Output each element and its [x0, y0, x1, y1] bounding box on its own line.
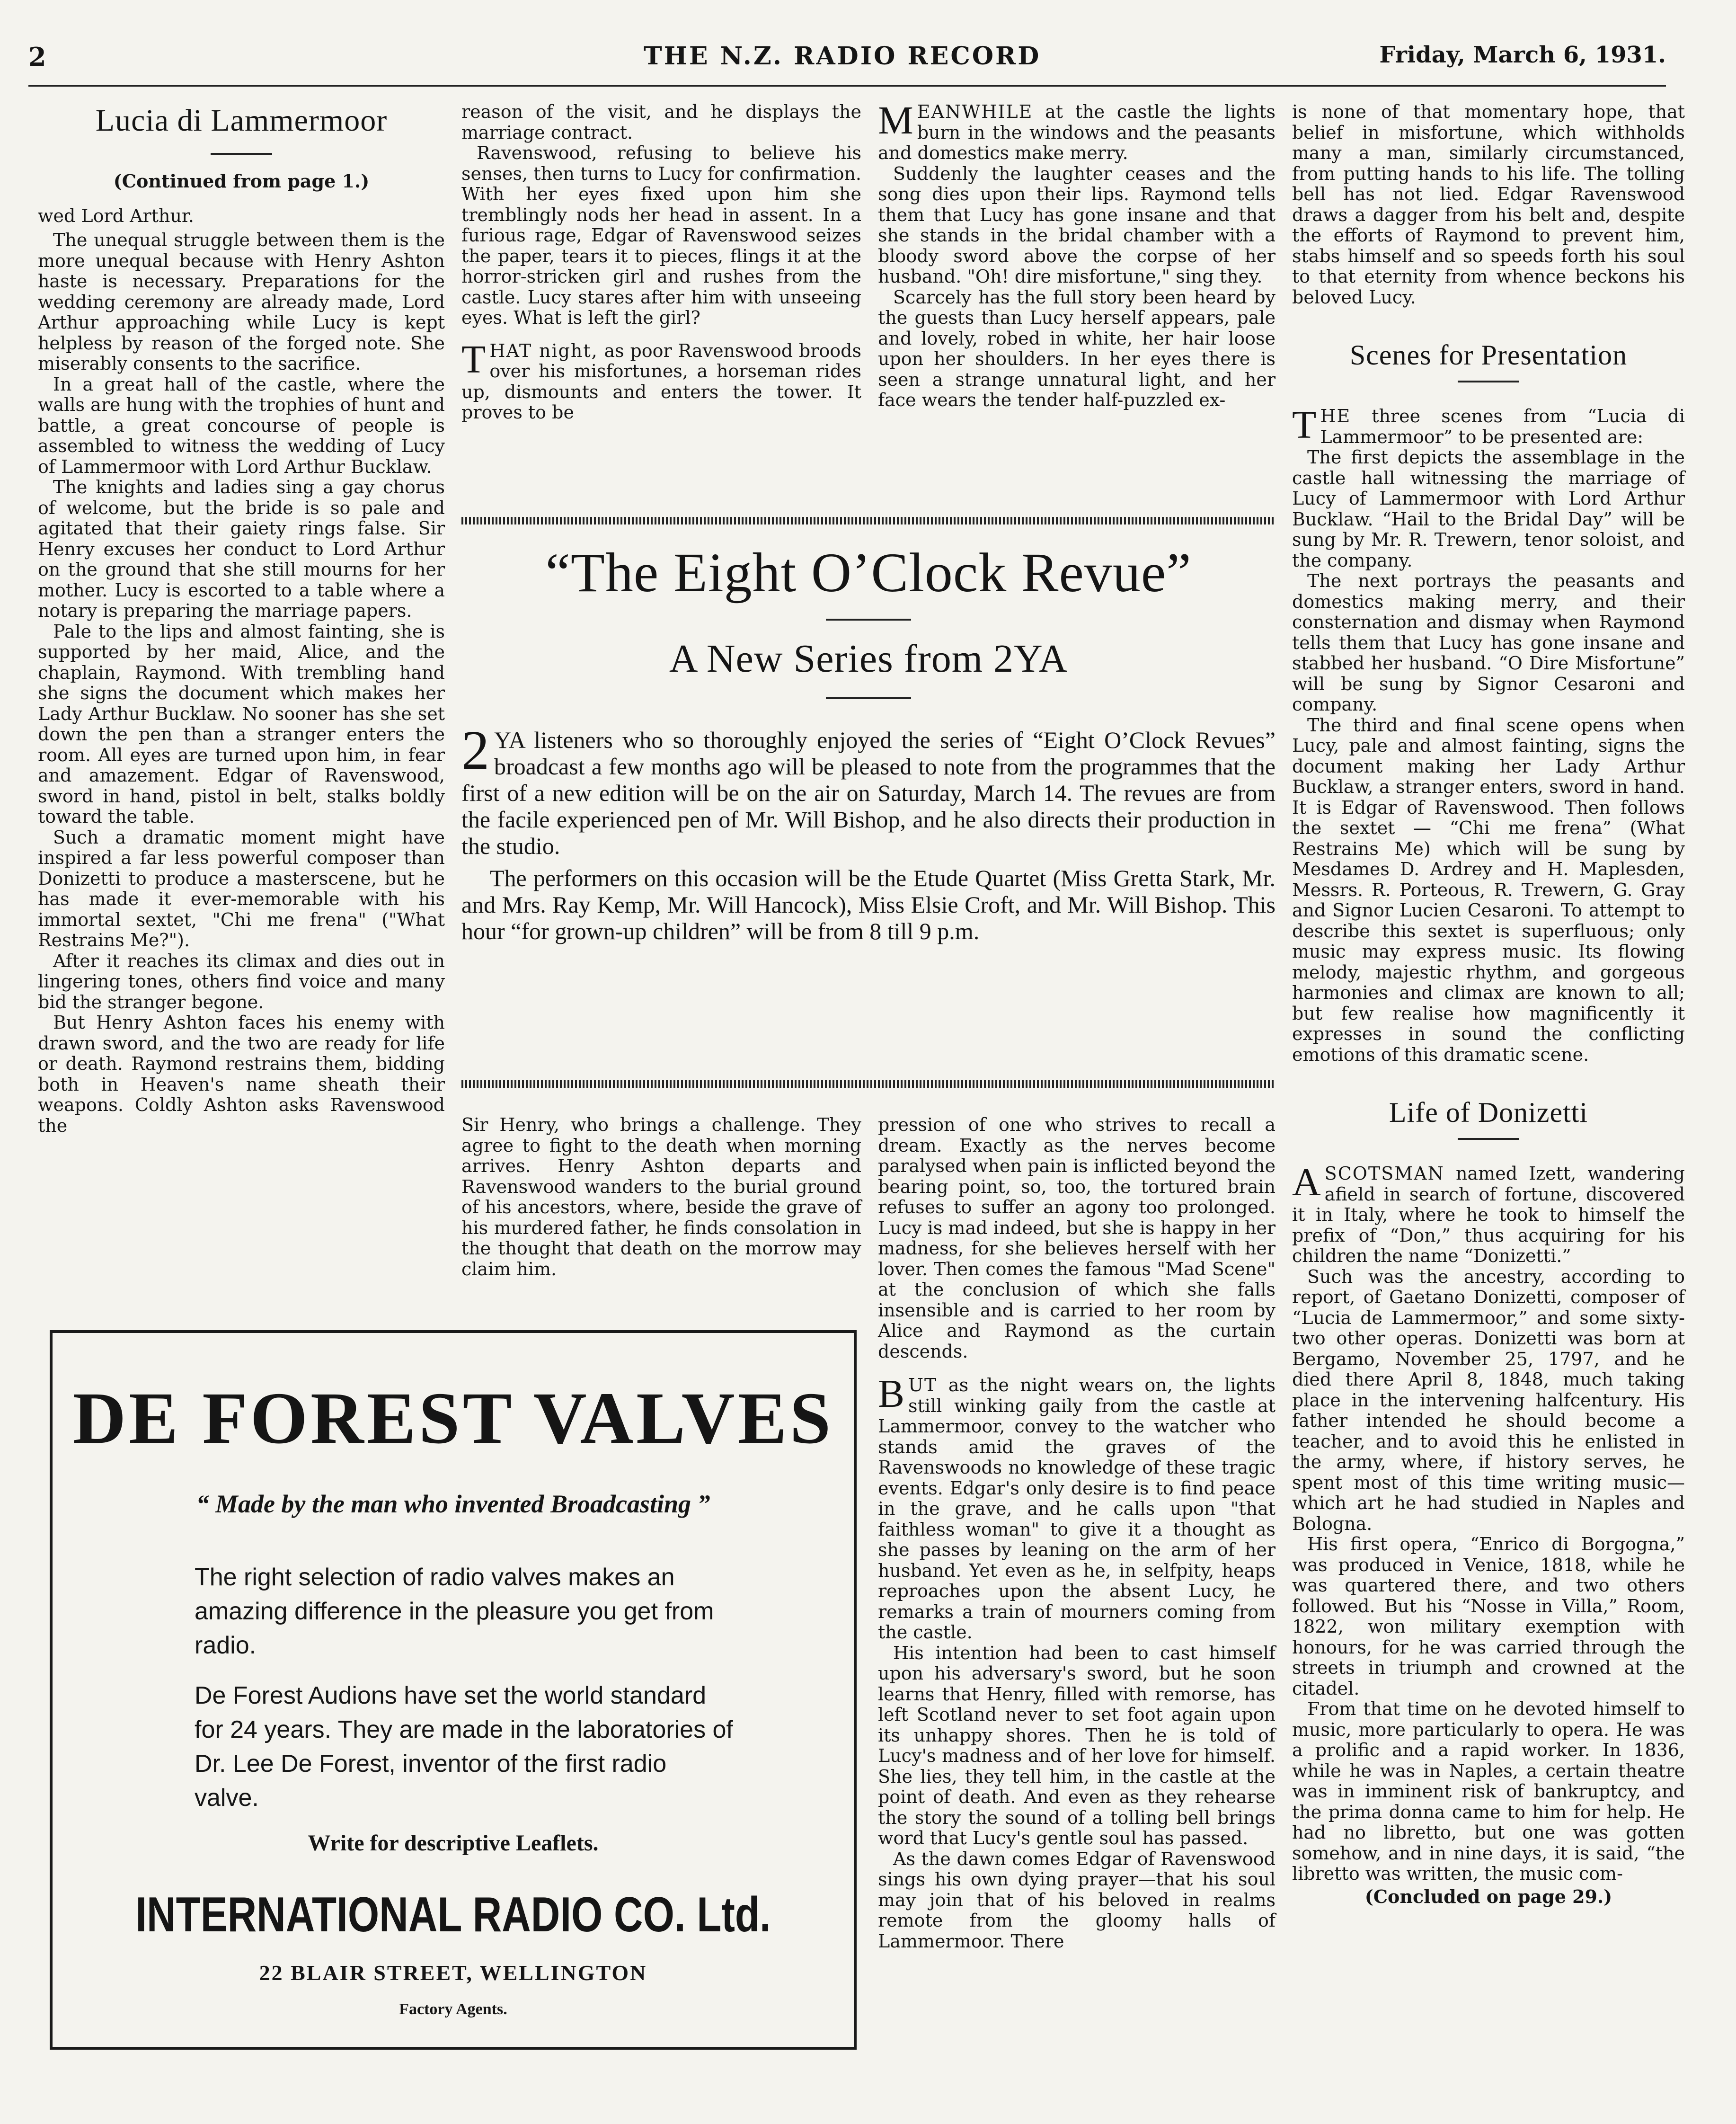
feature-paragraph: [461, 719, 1275, 859]
lucia-column-1: [38, 102, 445, 1136]
col2-paragraph: Sir Henry, who brings a challenge. They agree to fight to the death when morning arrives. Henry Ashton departs and Ravenswood wanders to the burial ground of his ancestors, where, beside the grave of his murdered father, he finds consolation in the thought that death on the morrow may claim him.: [461, 1114, 861, 1280]
paragraph-text: as the night wears on, the lights still winking gaily from the castle at Lammermoor, convey to the watcher who stands amid the graves of the Ravenswoods no knowledge of these tragic events. Edgar's only desire is to find peace in the grave, and he calls upon "that faithless woman" to give it a thought as she passes by leaning on the arm of her husband. Yet even as he, in selfpity, heaps reproaches upon the absent Lucy, he remarks a train of mourners coming from the castle.: [878, 1375, 1275, 1643]
headline-rule: [1458, 1138, 1519, 1140]
lucia-column-2-bottom: [461, 1115, 861, 1280]
lead-words: EANWHILE: [917, 101, 1033, 122]
ad-agents: Factory Agents.: [399, 2000, 507, 2018]
feature-body: [461, 719, 1275, 944]
life-dropcap-paragraph: [1292, 1160, 1685, 1267]
feature-rule: [826, 619, 911, 621]
scenes-paragraph: The third and final scene opens when Lucy, pale and almost fainting, signs the document making her Lady Arthur Bucklaw, a stranger enters, sword in hand. It is Edgar of Ravenswood. Then follows the sextet — “Chi me frena” (What Restrains Me) which will be sung by Mesdames D. Ardrey and H. Maplesden, Messrs. R. Porteous, R. Trewern, G. Gray and Signor Lucien Cesaroni. To attempt to describe this sextet is superfluous; only music may express music. Its flowing melody, majestic rhythm, and gorgeous harmonies and climax are known to all; but few realise how magnificently it expresses in sound the conflicting emotions of this dramatic scene.: [1292, 714, 1685, 1065]
col1-paragraph: Such a dramatic moment might have inspired a far less powerful composer than Donizetti to produce a masterscene, but he has made it ever-memorable with his immortal sextet, "Chi me frena" ("What Restrains Me?").: [38, 826, 445, 951]
drop-cap: B: [878, 1372, 905, 1416]
paragraph-text: as poor Ravenswood broods over his misfortunes, a horseman rides up, dismounts and enters the tower. It proves to be: [461, 340, 861, 423]
paragraph-text: named Izett, wandering afield in search of fortune, discovered it in Italy, where he took to himself the prefix of “Don,” thus acquiring for his children the name “Donizetti.”: [1292, 1163, 1685, 1266]
concluded-note: (Concluded on page 29.): [1364, 1885, 1612, 1907]
de-forest-valves-ad: [50, 1330, 857, 2050]
col1-paragraph: After it reaches its climax and dies out in lingering tones, others find voice and many bid the stranger begone.: [38, 950, 445, 1013]
scenes-dropcap-paragraph: [1292, 403, 1685, 447]
col1-paragraph: The unequal struggle between them is the more unequal because with Henry Ashton haste is necessary. Preparations for the wedding ceremony are already made, Lord Arthur approaching while Lucy is kept helpless by reason of the forged note. She miserably consents to the sacrifice.: [38, 230, 445, 374]
lead-words: UT: [908, 1375, 938, 1395]
ad-tagline: “ Made by the man who invented Broadcasting ”: [196, 1490, 710, 1518]
lead-words: HAT night,: [489, 340, 598, 361]
masthead: [28, 42, 1666, 75]
col3-dropcap-paragraph: [878, 1372, 1275, 1643]
masthead-rule: [28, 85, 1666, 87]
col1-paragraph: Pale to the lips and almost fainting, she is supported by her maid, Alice, and the chaplain, Raymond. With trembling hand she signs the document which makes her Lady Arthur Bucklaw. No sooner has she set down the pen than a stranger enters the room. All eyes are turned upon him, in fear and amazement. Edgar of Ravenswood, sword in hand, pistol in belt, stalks boldly toward the table.: [38, 621, 445, 827]
headline-rule: [1458, 381, 1519, 382]
lucia-column-3-bottom: [878, 1115, 1275, 1952]
ad-paragraph: De Forest Audions have set the world standard for 24 years. They are made in the laboratories of Dr. Lee De Forest, inventor of the first radio valve.: [195, 1682, 733, 1812]
col3-paragraph: Scarcely has the full story been heard by the guests than Lucy herself appears, pale and lovely, robed in white, her hair loose upon her shoulders. In her eyes there is seen a strange unnatural light, and her face wears the tender half-puzzled ex-: [878, 286, 1275, 410]
col1-paragraph: wed Lord Arthur.: [38, 205, 194, 226]
ad-cta: Write for descriptive Leaflets.: [308, 1831, 599, 1856]
ad-company: INTERNATIONAL RADIO CO. Ltd.: [135, 1887, 771, 1942]
lead-words: HE: [1320, 406, 1351, 427]
life-paragraph: Such was the ancestry, according to report, of Gaetano Donizetti, composer of “Lucia de Lammermoor,” and some sixty-two other operas. Donizetti was born at Bergamo, November 25, 1797, and he died there April 8, 1848, much taking place in the intervening halfcentury. His father intended he should become a teacher, and to avoid this he enlisted in the army, where, if history serves, he spent most of this time writing music—which art he had studied in Naples and Bologna.: [1292, 1266, 1685, 1534]
lucia-column-2-top: [461, 102, 861, 423]
drop-cap: M: [878, 98, 913, 142]
col4-paragraph: is none of that momentary hope, that belief in misfortune, which withholds many a man, similarly circumstanced, from putting hands to his life. The tolling bell has not lied. Edgar Ravenswood draws a dagger from his belt and, despite the efforts of Raymond to prevent him, stabs himself and so speeds forth his soul to that eternity from whence beckons his beloved Lucy.: [1292, 101, 1685, 308]
paragraph-text: at the castle the lights burn in the windows and the peasants and domestics make merry.: [878, 101, 1275, 163]
feature-text: YA listeners who so thoroughly enjoyed the series of “Eight O’Clock Revues” broadcast a few months ago will be pleased to note from the programmes that the first of a new edition will be on the air on Saturday, March 14. The revues are from the facile experienced pen of Mr. Will Bishop, and he also directs their production in the studio.: [461, 727, 1275, 859]
feature-bottom-border: [461, 1080, 1275, 1088]
scenes-paragraph: The first depicts the assemblage in the castle hall witnessing the marriage of Lucy of Lammermoor with Lord Arthur Bucklaw. “Hail to the Bridal Day” will be sung by Mr. R. Trewern, tenor soloist, and the company.: [1292, 447, 1685, 571]
col3-paragraph: pression of one who strives to recall a dream. Exactly as the nerves become paralysed when pain is inflicted beyond the bearing point, so, too, the tortured brain refuses to suffer an agony too prolonged. Lucy is mad indeed, but she is happy in her madness, for she believes herself with her lover. Then comes the famous "Mad Scene" at the conclusion of which she falls insensible and is carried to her room by Alice and Raymond as the curtain descends.: [878, 1114, 1275, 1362]
col2-paragraph: reason of the visit, and he displays the marriage contract.: [461, 101, 861, 143]
col1-paragraph: The knights and ladies sing a gay chorus of welcome, but the bride is so pale and agitated that their gaiety rings false. Sir Henry excuses her conduct to Lord Arthur on the ground that she still mourns for her mother. Lucy is escorted to a table where a notary is preparing the marriage papers.: [38, 477, 445, 621]
feature-top-border: [461, 517, 1275, 524]
drop-cap: T: [1292, 403, 1317, 447]
lucia-column-3-top: [878, 98, 1275, 411]
life-paragraph: From that time on he devoted himself to music, more particularly to opera. He was a prolific and a rapid worker. In 1836, while he was in Naples, a certain theatre was in imminent risk of bankruptcy, and the prima donna came to him for help. He had no libretto, but one was gotten somehow, and in nine days, it is said, “the libretto was written, the music com-: [1292, 1698, 1685, 1884]
page-number: 2: [28, 42, 46, 72]
feature-rule: [826, 697, 911, 699]
drop-cap: A: [1292, 1160, 1321, 1204]
ad-brand: DE FOREST VALVES: [72, 1377, 834, 1459]
paragraph-text: three scenes from “Lucia di Lammermoor” to be presented are:: [1320, 406, 1685, 447]
col3-paragraph: As the dawn comes Edgar of Ravenswood sings his own dying prayer—that his soul may join that of his beloved in realms remote from the gloomy halls of Lammermoor. There: [878, 1848, 1275, 1952]
scenes-headline: Scenes for Presentation: [1349, 339, 1628, 371]
col2-dropcap-paragraph: [461, 337, 861, 423]
life-paragraph: His first opera, “Enrico di Borgogna,” was produced in Venice, 1818, while he was quartered there, and two others followed. But his “Nosse in Villa,” Room, 1822, won military exemption with honours, for he was carried through the streets in triumph and crowned at the citadel.: [1292, 1534, 1685, 1699]
continued-note: (Continued from page 1.): [113, 170, 370, 192]
col3-paragraph: His intention had been to cast himself upon his adversary's sword, but he soon learns that Henry, filled with remorse, has left Scotland never to set foot again upon its unhappy shores. Then he is told of Lucy's madness and of her love for himself. She lies, they tell him, in the castle at the point of death. And even as they rehearse the story the sound of a tolling bell brings word that Lucy's gentle soul has passed.: [878, 1642, 1275, 1849]
drop-cap: T: [461, 337, 486, 382]
life-headline: Life of Donizetti: [1389, 1097, 1588, 1128]
issue-date: Friday, March 6, 1931.: [1379, 42, 1666, 68]
lucia-headline: Lucia di Lammermoor: [95, 103, 388, 138]
lead-words: SCOTSMAN: [1324, 1163, 1444, 1184]
headline-rule: [211, 153, 272, 155]
ad-paragraph: The right selection of radio valves makes an amazing difference in the pleasure you get from radio.: [195, 1564, 714, 1659]
ad-address: 22 BLAIR STREET, WELLINGTON: [259, 1961, 647, 1985]
col3-dropcap-paragraph: [878, 98, 1275, 164]
eight-oclock-revue-feature: [461, 528, 1275, 1072]
feature-paragraph: The performers on this occasion will be the Etude Quartet (Miss Gretta Stark, Mr. and Mrs. Ray Kemp, Mr. Will Hancock), Miss Elsie Croft, and Mr. Will Bishop. This hour “for grown-up children” will be from 8 till 9 p.m.: [461, 865, 1275, 944]
col3-paragraph: Suddenly the laughter ceases and the song dies upon their lips. Raymond tells them that Lucy has gone insane and that she stands in the bridal chamber with a bloody sword above the corpse of her husband. "Oh! dire misfortune," sing they.: [878, 163, 1275, 287]
feature-subtitle: A New Series from 2YA: [669, 637, 1068, 681]
drop-cap: 2: [461, 719, 489, 781]
feature-title: “The Eight O’Clock Revue”: [545, 542, 1192, 604]
col2-paragraph: Ravenswood, refusing to believe his senses, then turns to Lucy for confirmation. With her eyes fixed upon him she tremblingly nods her head in assent. In a furious rage, Edgar of Ravenswood seizes the paper, tears it to pieces, flings it at the horror-stricken girl and rushes from the castle. Lucy stares after him with unseeing eyes. What is left the girl?: [461, 142, 861, 328]
column-4: [1292, 102, 1685, 1907]
col1-paragraph: But Henry Ashton faces his enemy with drawn sword, and the two are ready for life or death. Raymond restrains them, bidding both in Heaven's name sheath their weapons. Coldly Ashton asks Ravenswood the: [38, 1012, 445, 1136]
scenes-paragraph: The next portrays the peasants and domestics making merry, and their consternation and dismay when Raymond tells them that Lucy has gone insane and stabbed her husband. “O Dire Misfortune” will be sung by Signor Cesaroni and company.: [1292, 570, 1685, 715]
col1-paragraph: In a great hall of the castle, where the walls are hung with the trophies of hunt and battle, a great concourse of people is assembled to witness the wedding of Lucy of Lammermoor with Lord Arthur Bucklaw.: [38, 373, 445, 477]
publication-title: THE N.Z. RADIO RECORD: [644, 42, 1041, 71]
